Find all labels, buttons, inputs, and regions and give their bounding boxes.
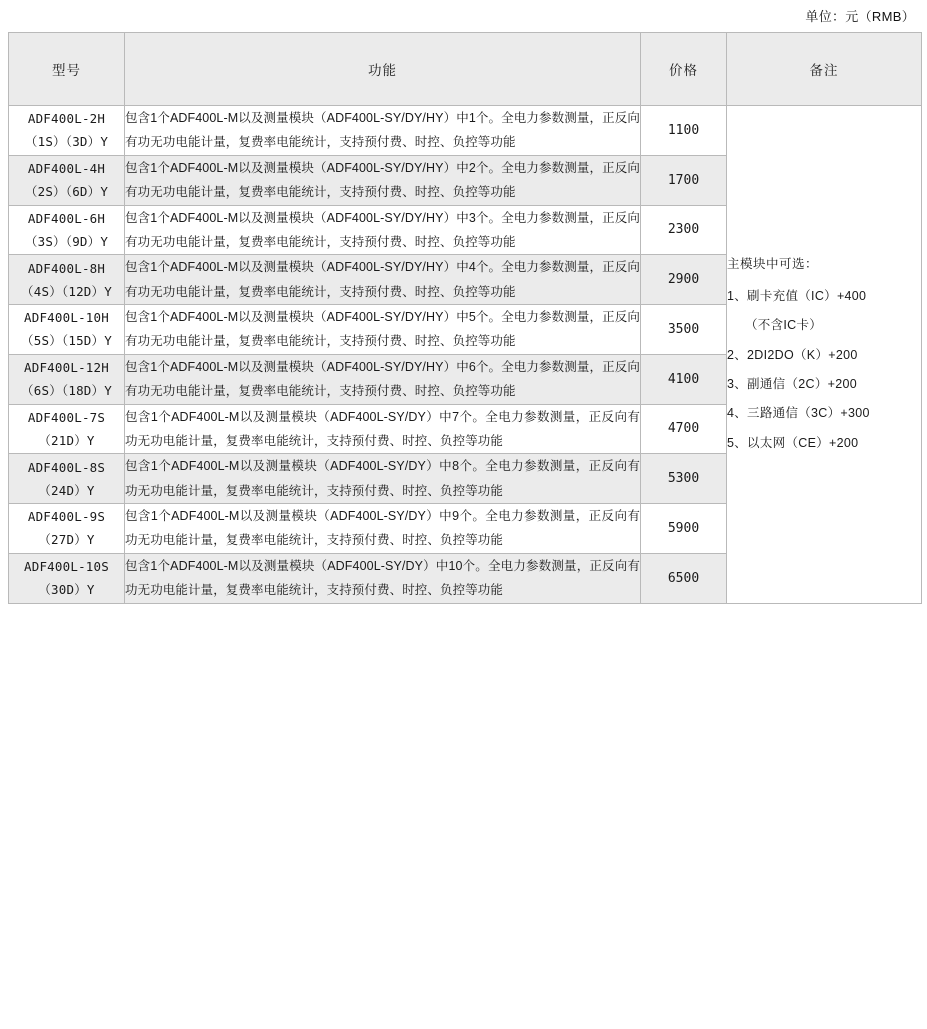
note-item-1-sub: （不含IC卡） xyxy=(745,318,823,333)
cell-model xyxy=(9,553,125,603)
model-line-1: ADF400L-10H xyxy=(24,310,109,326)
product-spec-table xyxy=(8,32,922,604)
model-line-1: ADF400L-8S xyxy=(27,459,106,475)
model-line-1: ADF400L-8H xyxy=(27,260,106,276)
model-line-2: （27D）Y xyxy=(38,532,95,548)
model-line-1: ADF400L-6H xyxy=(27,210,106,226)
table-body xyxy=(9,106,922,604)
model-line-2: （24D）Y xyxy=(38,482,95,498)
cell-model xyxy=(9,305,125,355)
note-item-5: 5、以太网（CE）+200 xyxy=(727,435,859,450)
model-line-1: ADF400L-4H xyxy=(27,161,106,176)
cell-note xyxy=(727,106,922,604)
note-item-2: 2、2DI2DO（K）+200 xyxy=(727,347,858,362)
cell-price: 2300 xyxy=(641,205,727,255)
cell-function: 包含1个ADF400L-M以及测量模块（ADF400L-SY/DY/HY）中6个。全电力参数测量，正反向有功无功电能计量，复费率电能统计，支持预付费、时控、负控等功能 xyxy=(125,354,641,404)
note-item-4: 4、三路通信（3C）+300 xyxy=(727,406,870,421)
cell-function: 包含1个ADF400L-M以及测量模块（ADF400L-SY/DY）中10个。全电力参数测量，正反向有功无功电能计量，复费率电能统计，支持预付费、时控、负控等功能 xyxy=(125,553,641,603)
cell-model xyxy=(9,155,125,205)
unit-label: 单位：元（RMB） xyxy=(805,9,915,24)
table-row xyxy=(9,106,922,156)
model-line-2: （2S）（6D）Y xyxy=(24,184,109,200)
header-row xyxy=(9,33,922,106)
cell-model xyxy=(9,454,125,504)
column-header-note: 备注 xyxy=(727,33,922,106)
cell-price: 5900 xyxy=(641,504,727,554)
note-title: 主模块中可选： xyxy=(727,257,819,272)
model-line-2: （5S）（15D）Y xyxy=(21,333,112,349)
model-line-1: ADF400L-2H xyxy=(27,111,106,127)
cell-function: 包含1个ADF400L-M以及测量模块（ADF400L-SY/DY/HY）中4个。全电力参数测量，正反向有功无功电能计量，复费率电能统计，支持预付费、时控、负控等功能 xyxy=(125,255,641,305)
note-item-3: 3、副通信（2C）+200 xyxy=(727,376,857,391)
model-line-2: （1S）（3D）Y xyxy=(24,134,109,150)
cell-price: 4100 xyxy=(641,354,727,404)
cell-function: 包含1个ADF400L-M以及测量模块（ADF400L-SY/DY）中7个。全电力参数测量，正反向有功无功电能计量，复费率电能统计，支持预付费、时控、负控等功能 xyxy=(125,404,641,454)
model-line-1: ADF400L-9S xyxy=(27,509,106,525)
cell-function: 包含1个ADF400L-M以及测量模块（ADF400L-SY/DY）中9个。全电力参数测量，正反向有功无功电能计量，复费率电能统计，支持预付费、时控、负控等功能 xyxy=(125,504,641,554)
table-header xyxy=(9,33,922,106)
cell-model xyxy=(9,106,125,156)
cell-model xyxy=(9,404,125,454)
cell-model xyxy=(9,255,125,305)
cell-function: 包含1个ADF400L-M以及测量模块（ADF400L-SY/DY/HY）中1个。全电力参数测量，正反向有功无功电能计量，复费率电能统计，支持预付费、时控、负控等功能 xyxy=(125,106,641,156)
cell-function: 包含1个ADF400L-M以及测量模块（ADF400L-SY/DY/HY）中5个。全电力参数测量，正反向有功无功电能计量，复费率电能统计，支持预付费、时控、负控等功能 xyxy=(125,305,641,355)
model-line-2: （21D）Y xyxy=(38,432,95,448)
cell-price: 1700 xyxy=(641,155,727,205)
note-item-1: 1、刷卡充值（IC）+400 xyxy=(727,288,867,303)
cell-price: 6500 xyxy=(641,553,727,603)
cell-function: 包含1个ADF400L-M以及测量模块（ADF400L-SY/DY/HY）中2个。全电力参数测量，正反向有功无功电能计量，复费率电能统计，支持预付费、时控、负控等功能 xyxy=(125,155,641,205)
cell-model xyxy=(9,354,125,404)
cell-function: 包含1个ADF400L-M以及测量模块（ADF400L-SY/DY/HY）中3个。全电力参数测量，正反向有功无功电能计量，复费率电能统计，支持预付费、时控、负控等功能 xyxy=(125,205,641,255)
cell-price: 3500 xyxy=(641,305,727,355)
model-line-2: （6S）（18D）Y xyxy=(21,383,112,399)
cell-model xyxy=(9,504,125,554)
cell-price: 4700 xyxy=(641,404,727,454)
cell-price: 5300 xyxy=(641,454,727,504)
model-line-2: （4S）（12D）Y xyxy=(21,283,112,299)
cell-price: 2900 xyxy=(641,255,727,305)
model-line-2: （3S）（9D）Y xyxy=(24,233,109,249)
model-line-1: ADF400L-12H xyxy=(24,360,109,375)
cell-model xyxy=(9,205,125,255)
cell-price: 1100 xyxy=(641,106,727,156)
column-header-function: 功能 xyxy=(125,33,641,106)
column-header-price: 价格 xyxy=(641,33,727,106)
model-line-1: ADF400L-7S xyxy=(27,409,106,425)
column-header-model: 型号 xyxy=(9,33,125,106)
model-line-1: ADF400L-10S xyxy=(24,559,109,574)
cell-function: 包含1个ADF400L-M以及测量模块（ADF400L-SY/DY）中8个。全电力参数测量，正反向有功无功电能计量，复费率电能统计，支持预付费、时控、负控等功能 xyxy=(125,454,641,504)
model-line-2: （30D）Y xyxy=(38,582,95,598)
